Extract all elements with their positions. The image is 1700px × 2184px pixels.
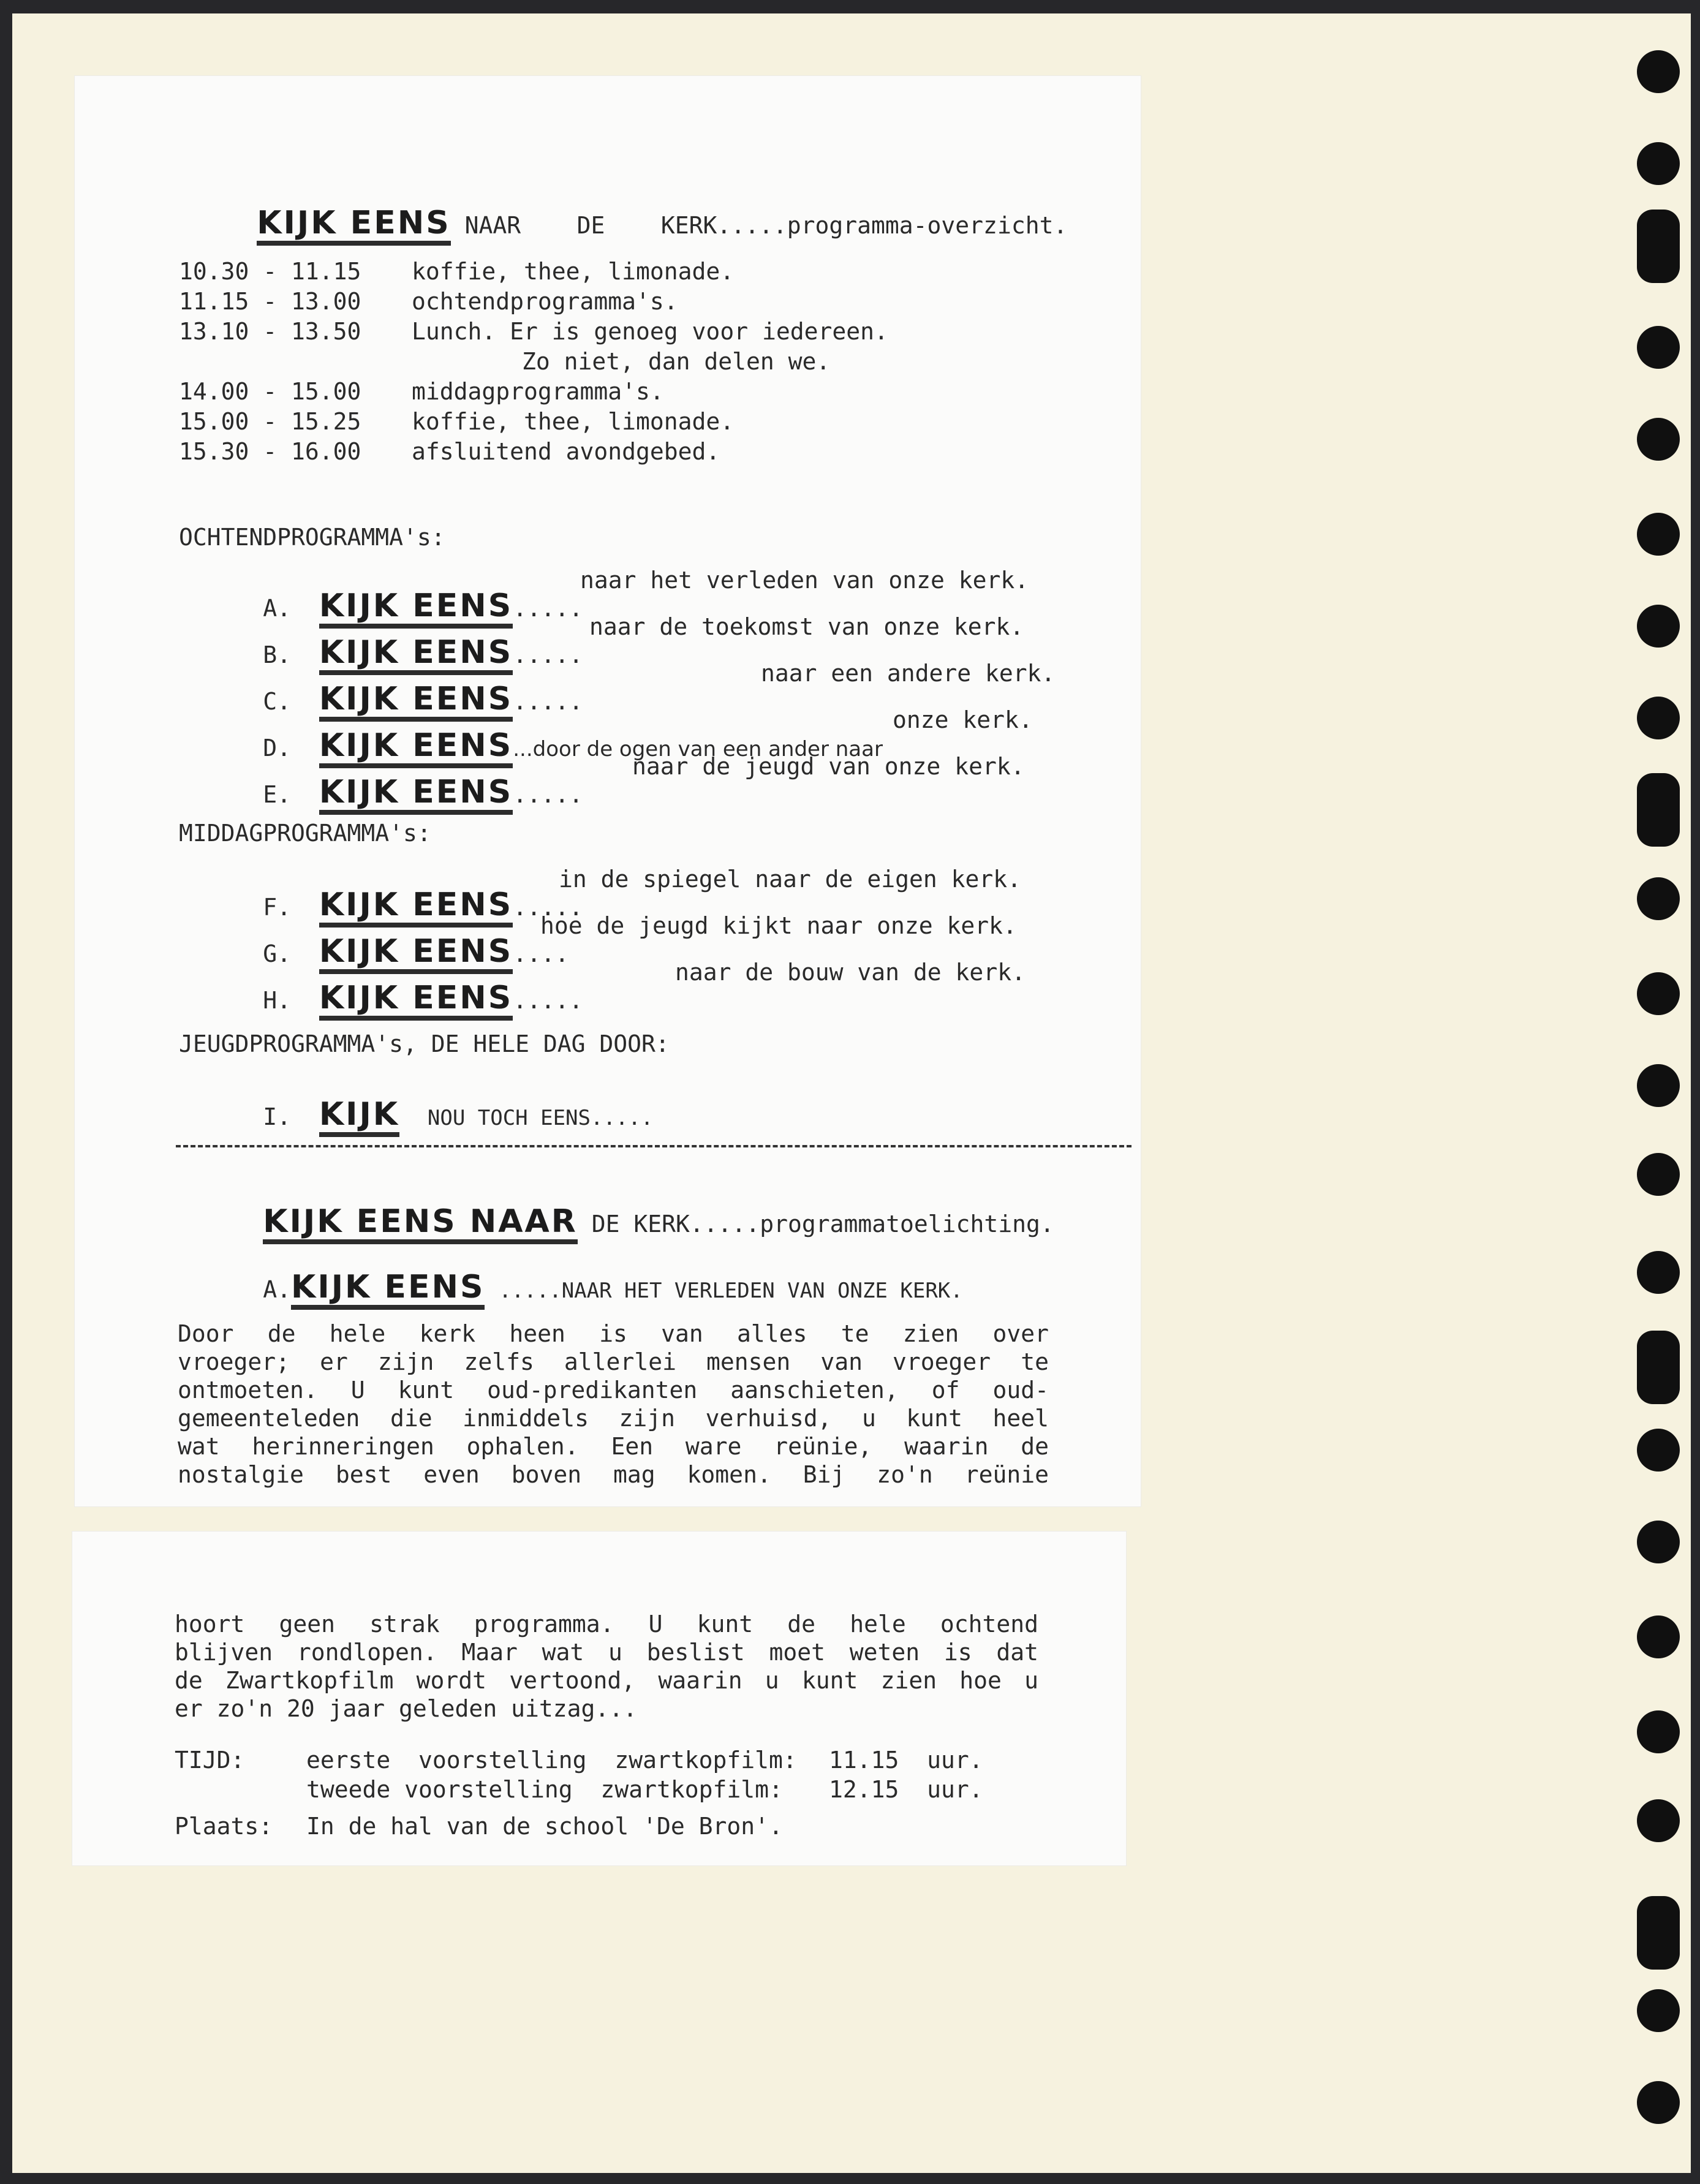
lower-clipping <box>72 1532 1126 1865</box>
paragraph-intro <box>178 1320 1049 1489</box>
item-dots: ..... <box>513 641 583 668</box>
item-title: KIJK EENS <box>319 774 513 815</box>
binder-hole <box>1637 1064 1680 1107</box>
binder-hole <box>1637 2081 1680 2124</box>
schedule-time: 13.10 - 13.50 <box>179 318 361 345</box>
item-title: KIJK EENS <box>319 887 513 928</box>
paragraph-line: blijven rondlopen. Maar wat u beslist moet weten is dat <box>175 1639 1038 1666</box>
schedule-time: 11.15 - 13.00 <box>179 288 361 315</box>
paragraph-line: gemeenteleden die inmiddels zijn verhuisd, u kunt heel <box>178 1405 1049 1432</box>
item-letter: G. <box>263 940 292 967</box>
schedule-text: ochtendprogramma's. <box>412 288 678 315</box>
schedule-time <box>179 347 412 377</box>
item-text: hoe de jeugd kijkt naar onze kerk. <box>540 912 1017 939</box>
binder-hole <box>1637 1989 1680 2032</box>
schedule-text: Lunch. Er is genoeg voor iedereen. <box>412 318 888 345</box>
binder-hole <box>1637 513 1680 556</box>
title-kijk-eens: KIJK EENS <box>257 205 450 246</box>
item-letter: A. <box>263 1276 292 1303</box>
screening-text: eerste voorstelling zwartkopfilm: <box>306 1747 797 1774</box>
title-rest: NAAR DE KERK.....programma-overzicht. <box>464 212 1068 239</box>
item-title: KIJK EENS <box>319 635 513 675</box>
binder-hole <box>1637 877 1680 920</box>
explanation-rest: DE KERK.....programmatoelichting. <box>591 1211 1054 1237</box>
binder-hole <box>1637 142 1680 185</box>
item-title: KIJK EENS <box>319 934 513 974</box>
binder-hole <box>1637 1429 1680 1472</box>
item-text: NOU TOCH EENS..... <box>427 1106 654 1130</box>
binder-hole <box>1637 326 1680 369</box>
item-title: KIJK EENS <box>319 588 513 629</box>
binder-hole <box>1637 418 1680 461</box>
screening-time: 11.15 uur. <box>829 1747 983 1774</box>
binder-hole <box>1637 210 1680 283</box>
schedule-text: afsluitend avondgebed. <box>412 438 720 465</box>
item-text: naar het verleden van onze kerk. <box>580 567 1029 594</box>
item-text: in de spiegel naar de eigen kerk. <box>559 866 1021 893</box>
binder-hole <box>1637 1153 1680 1196</box>
upper-clipping <box>75 76 1141 1506</box>
item-letter: C. <box>263 688 292 715</box>
explanation-kijk-eens-naar: KIJK EENS NAAR <box>263 1204 578 1244</box>
item-title: KIJK EENS <box>319 728 513 768</box>
item-title: KIJK <box>319 1097 399 1137</box>
time-label: TIJD: <box>175 1747 245 1774</box>
schedule-text: Zo niet, dan delen we. <box>522 348 831 375</box>
schedule-row <box>179 287 888 317</box>
item-text: naar de toekomst van onze kerk. <box>589 613 1024 640</box>
schedule-text: koffie, thee, limonade. <box>412 408 735 435</box>
schedule-row <box>179 347 888 377</box>
item-title: KIJK EENS <box>291 1269 485 1310</box>
schedule-row <box>179 317 888 347</box>
binder-hole <box>1637 1331 1680 1404</box>
dashed-divider <box>176 1145 1131 1147</box>
item-text: naar de jeugd van onze kerk. <box>632 753 1025 780</box>
schedule-row <box>179 377 888 407</box>
binder-hole <box>1637 1615 1680 1658</box>
afternoon-heading: MIDDAGPROGRAMMA's: <box>179 820 431 847</box>
paragraph-line: nostalgie best even boven mag komen. Bij zo'n reünie <box>178 1461 1049 1488</box>
binder-holes <box>1637 13 1686 2173</box>
item-title: KIJK EENS <box>319 681 513 722</box>
paragraph-line: hoort geen strak programma. U kunt de hele ochtend <box>175 1611 1038 1638</box>
item-letter: H. <box>263 987 292 1014</box>
binder-hole <box>1637 773 1680 847</box>
schedule-row <box>179 407 888 437</box>
morning-heading: OCHTENDPROGRAMMA's: <box>179 524 445 551</box>
item-text: onze kerk. <box>893 706 1033 733</box>
schedule-row <box>179 437 888 467</box>
item-letter: F. <box>263 894 292 921</box>
binder-hole <box>1637 697 1680 739</box>
binder-hole <box>1637 972 1680 1015</box>
item-dots: ..... <box>513 595 583 622</box>
schedule-time: 15.00 - 15.25 <box>179 408 361 435</box>
binder-hole <box>1637 1710 1680 1753</box>
item-dots: ...door de ogen van een ander naar <box>513 737 883 761</box>
item-letter: B. <box>263 641 292 668</box>
paragraph-line: de Zwartkopfilm wordt vertoond, waarin u kunt zien hoe u <box>175 1667 1038 1694</box>
youth-item <box>179 1068 653 1165</box>
item-letter: I. <box>263 1103 292 1130</box>
paragraph-line: ontmoeten. U kunt oud-predikanten aanschieten, of oud- <box>178 1377 1049 1404</box>
screening-text: tweede voorstelling zwartkopfilm: <box>306 1776 783 1803</box>
binder-hole <box>1637 50 1680 93</box>
binder-hole <box>1637 1521 1680 1563</box>
schedule-text: middagprogramma's. <box>412 378 664 405</box>
item-dots: ..... <box>513 894 583 921</box>
paragraph-line: er zo'n 20 jaar geleden uitzag... <box>175 1695 637 1722</box>
binder-hole <box>1637 1251 1680 1294</box>
item-dots: ..... <box>513 987 583 1014</box>
binder-hole <box>1637 1799 1680 1842</box>
binder-hole <box>1637 1896 1680 1970</box>
item-dots: ..... <box>513 781 583 808</box>
item-letter: E. <box>263 781 292 808</box>
album-page <box>12 13 1691 2173</box>
screening-time: 12.15 uur. <box>829 1776 983 1803</box>
paragraph-continued <box>175 1610 1038 1723</box>
schedule-row <box>179 257 888 287</box>
item-dots: .... <box>513 940 569 967</box>
schedule-table <box>179 257 888 467</box>
place-text: In de hal van de school 'De Bron'. <box>306 1813 783 1840</box>
youth-heading: JEUGDPROGRAMMA's, DE HELE DAG DOOR: <box>179 1030 670 1057</box>
schedule-time: 14.00 - 15.00 <box>179 378 361 405</box>
item-title: KIJK EENS <box>319 980 513 1021</box>
schedule-text: koffie, thee, limonade. <box>412 258 735 285</box>
paragraph-line: Door de hele kerk heen is van alles te zien over <box>178 1320 1049 1347</box>
binder-hole <box>1637 605 1680 648</box>
item-letter: D. <box>263 735 292 761</box>
item-dots: ..... <box>513 688 583 715</box>
paragraph-line: wat herinneringen ophalen. Een ware reünie, waarin de <box>178 1433 1049 1460</box>
schedule-time: 10.30 - 11.15 <box>179 258 361 285</box>
item-letter: A. <box>263 595 292 622</box>
item-text: naar de bouw van de kerk. <box>675 959 1026 986</box>
item-text: .....NAAR HET VERLEDEN VAN ONZE KERK. <box>499 1279 963 1303</box>
paragraph-line: vroeger; er zijn zelfs allerlei mensen van vroeger te <box>178 1348 1049 1375</box>
place-label: Plaats: <box>175 1813 273 1840</box>
schedule-time: 15.30 - 16.00 <box>179 438 361 465</box>
item-text: naar een andere kerk. <box>761 660 1056 687</box>
